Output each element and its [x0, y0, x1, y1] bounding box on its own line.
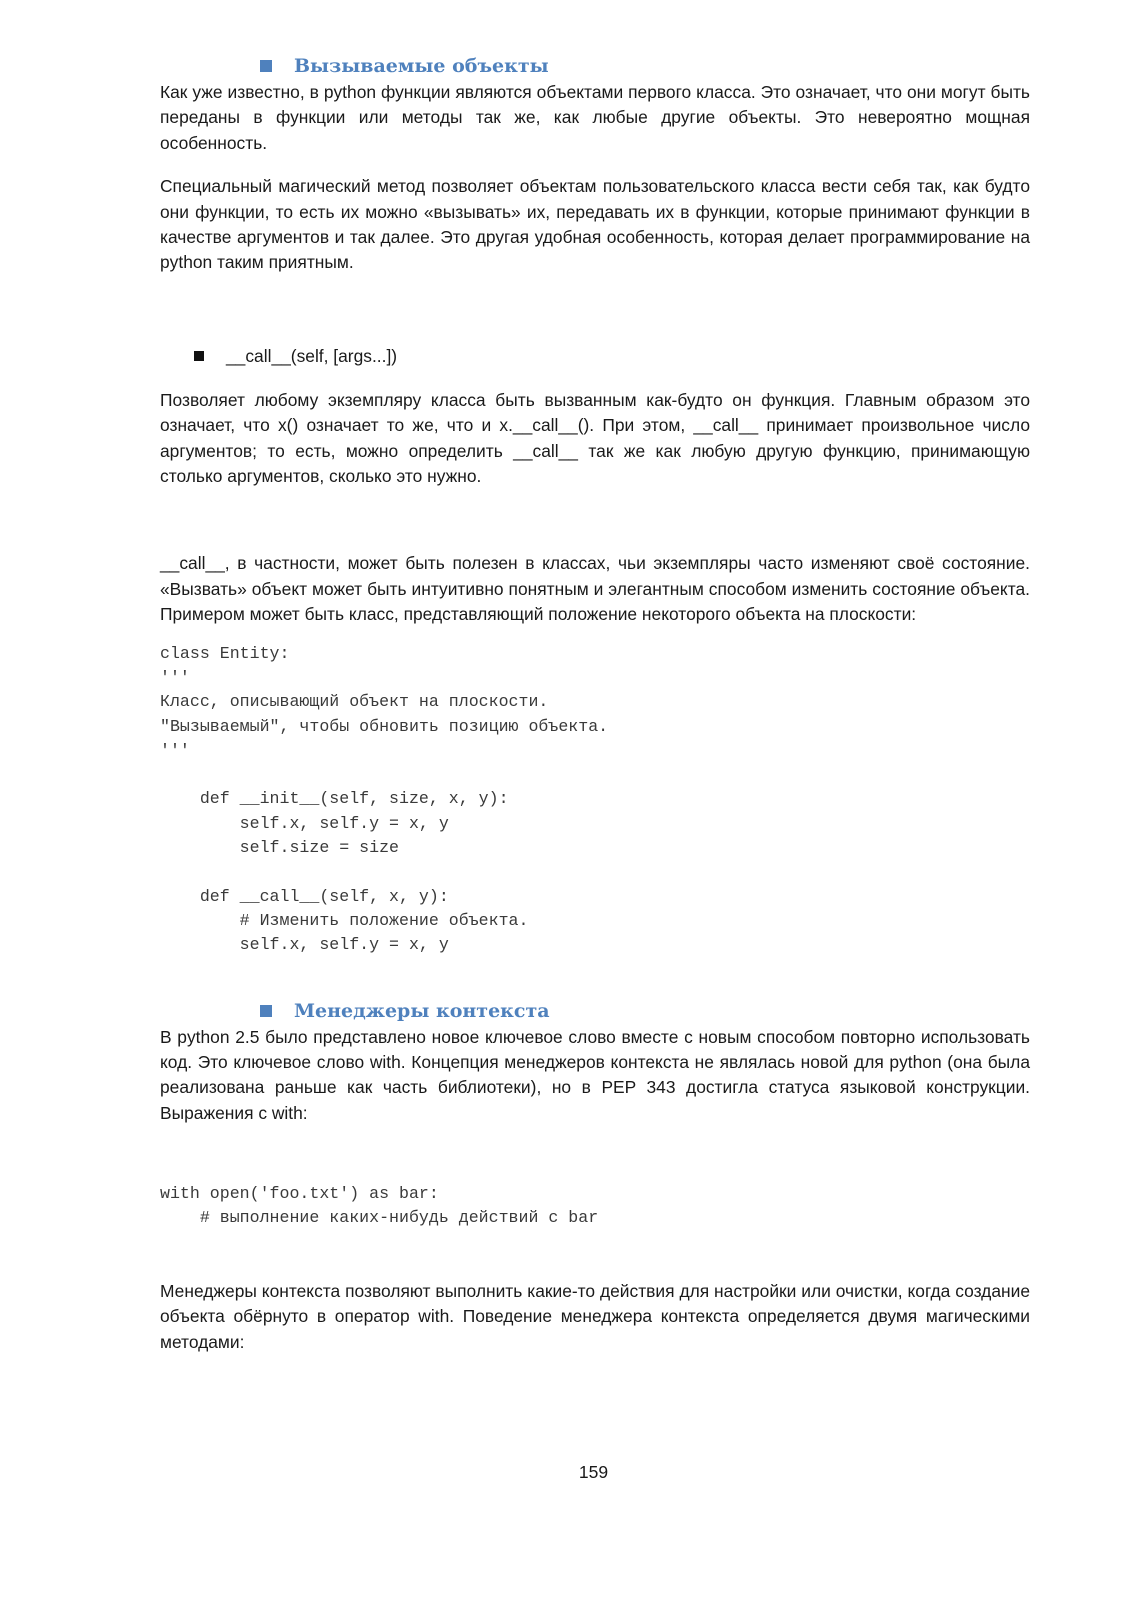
paragraph-call-usage: __call__, в частности, может быть полезен в классах, чьи экземпляры часто изменяют своё состояние. «Вызвать» объект может быть интуитивно понятным и элегантным способом изменить состояние объекта. Примером может быть класс, представляющий положение некоторого объекта на плоскости: [160, 553, 1030, 625]
code-block-entity-class: class Entity: ''' Класс, описывающий объект на плоскости. "Вызываемый", чтобы обновить позицию объекта. ''' def __init__(self, size, x, y): self.x, self.y = x, y self.size = size def __call__(self, x, y): # Изменить положение объекта. self.x, self.y = x, y [160, 643, 609, 955]
square-bullet-icon [194, 351, 204, 361]
page-number: 159 [578, 1462, 609, 1482]
paragraph-context-manager-behavior: Менеджеры контекста позволяют выполнить какие-то действия для настройки или очистки, когда создание объекта обёрнуто в оператор with. Поведение менеджера контекста определяется двумя магическими методами: [160, 1280, 1030, 1352]
section-heading-callable-objects [260, 52, 1030, 80]
paragraph-first-class-functions: Как уже известно, в python функции являются объектами первого класса. Это означает, что они могут быть переданы в функции или методы так же, как любые другие объекты. Это невероятно мощная особенность. [160, 82, 1030, 153]
list-item-call-method [194, 344, 1030, 369]
square-bullet-icon [260, 60, 272, 72]
section-heading-context-managers [260, 997, 1030, 1025]
code-block-with-statement: with open('foo.txt') as bar: # выполнение каких-нибудь действий с bar [160, 1184, 599, 1228]
list-item-label: __call__(self, [args...]) [226, 345, 398, 366]
paragraph-call-description: Позволяет любому экземпляру класса быть вызванным как-будто он функция. Главным образом это означает, что x() означает то же, что и x.__call__(). При этом, __call__ принимает произвольное число аргументов; то есть, можно определить __call__ так же как любую другую функцию, принимающую столько аргументов, сколько это нужно. [160, 389, 1030, 487]
paragraph-magic-method: Специальный магический метод позволяет объектам пользовательского класса вести себя так, как будто они функции, то есть их можно «вызывать» их, передавать их в функции, которые принимают функции в качестве аргументов и так далее. Это другая удобная особенность, которая делает программирование на python таким приятным. [160, 176, 1030, 273]
section-heading-text: Менеджеры контекста [294, 999, 550, 1022]
square-bullet-icon [260, 1005, 272, 1017]
document-page [160, 52, 1030, 1355]
paragraph-with-keyword: В python 2.5 было представлено новое ключевое слово вместе с новым способом повторно использовать код. Это ключевое слово with. Концепция менеджеров контекста не являлась новой для python (она была реализована раньше как часть библиотеки), но в PEP 343 достигла статуса языковой конструкции. Выражения с with: [160, 1026, 1030, 1123]
section-heading-text: Вызываемые объекты [294, 55, 549, 77]
